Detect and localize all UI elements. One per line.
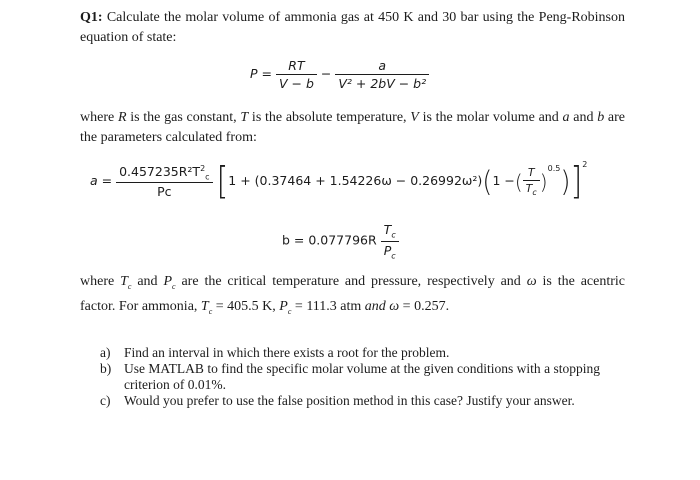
symbol-a: a (562, 110, 570, 125)
eq2-denominator: Pc (157, 184, 172, 200)
symbol-Tc-value (201, 299, 212, 314)
eq2-one-minus: 1 − (492, 173, 515, 188)
peng-robinson-equation (250, 58, 429, 91)
eq2-exp-outer: 2 (582, 160, 588, 169)
critical-properties-text (80, 272, 625, 322)
list-item (100, 361, 600, 393)
eq2-inner: 1 + (0.37464 + 1.54226ω − 0.26992ω²) (228, 173, 483, 188)
eq1-lhs: P = (250, 66, 272, 81)
small-right-paren: ) (539, 169, 548, 194)
eq2-t-num: T (523, 166, 540, 181)
parameter-b-equation (282, 222, 399, 260)
eq3-den (381, 242, 399, 261)
eq2-num-text: 0.457235R²T (119, 163, 201, 179)
eq1-num2: a (335, 58, 429, 75)
eq2-t-den (523, 181, 540, 197)
definitions-part: is the gas constant, (126, 110, 241, 125)
question-body: Calculate the molar volume of ammonia gas at 450 K and 30 bar using the Peng-Robinson equation of state: (80, 10, 626, 45)
critical-part: are the critical temperature and pressure, respectively and (175, 274, 527, 289)
eq2-t-ratio (523, 166, 540, 197)
eq1-den1: V − b (278, 76, 314, 91)
eq2-fraction (116, 164, 212, 200)
symbol-omega-value: ω (385, 298, 400, 314)
symbol-Pc2-text: P (279, 298, 288, 314)
critical-part: is the acentric factor. For ammonia, (80, 274, 625, 314)
right-paren: ) (560, 165, 571, 198)
symbol-Tc2-text: T (200, 298, 209, 314)
eq3-num-text: T (383, 222, 392, 237)
eq2-num-sub: c (205, 172, 210, 182)
question-label: Q1: (80, 10, 103, 25)
list-text: Use MATLAB to find the specific molar volume at the given conditions with a stopping criterion of 0.01%. (124, 361, 600, 392)
eq1-fraction-1 (276, 58, 317, 91)
symbol-R: R (117, 110, 127, 125)
parameter-a-equation (90, 159, 588, 203)
eq2-t-den-sub: c (532, 188, 537, 198)
eq1-minus: − (320, 66, 332, 81)
symbol-Pc-text: P (163, 274, 173, 289)
symbol-Pc2-sub: c (287, 306, 292, 316)
list-text: Would you prefer to use the false position method in this case? Justify your answer. (124, 393, 575, 408)
eq2-lhs: a = (90, 173, 113, 188)
symbol-Pc-value (279, 299, 291, 314)
omega-value: = 0.257. (399, 298, 450, 314)
right-bracket: ] (570, 159, 583, 203)
question-text (80, 8, 625, 48)
symbol-Pc-sub: c (172, 281, 176, 291)
symbol-T: T (240, 110, 249, 125)
eq3-den-text: P (383, 242, 392, 258)
and-word: and (364, 298, 386, 314)
eq2-num-sup: 2 (200, 163, 206, 173)
critical-part: and (131, 274, 164, 289)
definitions-part: are the parameters calculated from: (80, 110, 626, 145)
list-item (100, 345, 600, 361)
small-left-paren: ( (514, 169, 523, 194)
left-bracket: [ (216, 159, 229, 203)
list-marker: a) (100, 345, 111, 360)
eq2-t-den-text: T (525, 181, 533, 195)
left-paren: ( (482, 165, 493, 198)
list-marker: b) (100, 361, 112, 376)
eq3-lhs: b = 0.077796R (282, 232, 377, 248)
list-item (100, 393, 600, 409)
symbol-b: b (597, 110, 605, 125)
symbol-V: V (410, 110, 419, 125)
list-text: Find an interval in which there exists a root for the problem. (124, 345, 450, 360)
eq3-num (381, 222, 399, 242)
eq2-exp-inner: 0.5 (547, 164, 561, 173)
definitions-part: is the absolute temperature, (248, 110, 411, 125)
definitions-part: is the molar volume and (418, 110, 563, 125)
task-list (100, 345, 600, 409)
definitions-part: where (80, 110, 118, 125)
definitions-part: and (569, 110, 598, 125)
eq2-numerator (116, 164, 212, 184)
eq1-fraction-2 (335, 58, 429, 91)
list-marker: c) (100, 393, 111, 408)
eq3-num-sub: c (391, 230, 396, 240)
definitions-text (80, 108, 625, 148)
pc-value: = 111.3 atm (291, 298, 365, 314)
symbol-Pc (163, 274, 175, 289)
eq1-num1: RT (276, 58, 317, 75)
eq1-den2: V² + 2bV − b² (338, 76, 427, 91)
tc-value: = 405.5 K, (212, 298, 280, 314)
symbol-omega: ω (526, 274, 537, 289)
symbol-Tc (120, 274, 131, 289)
symbol-Tc-text: T (120, 274, 128, 289)
eq3-fraction (381, 222, 399, 260)
symbol-Tc2-sub: c (208, 306, 213, 316)
critical-part: where (80, 274, 121, 289)
symbol-Tc-sub: c (127, 281, 132, 291)
eq3-den-sub: c (391, 251, 396, 260)
